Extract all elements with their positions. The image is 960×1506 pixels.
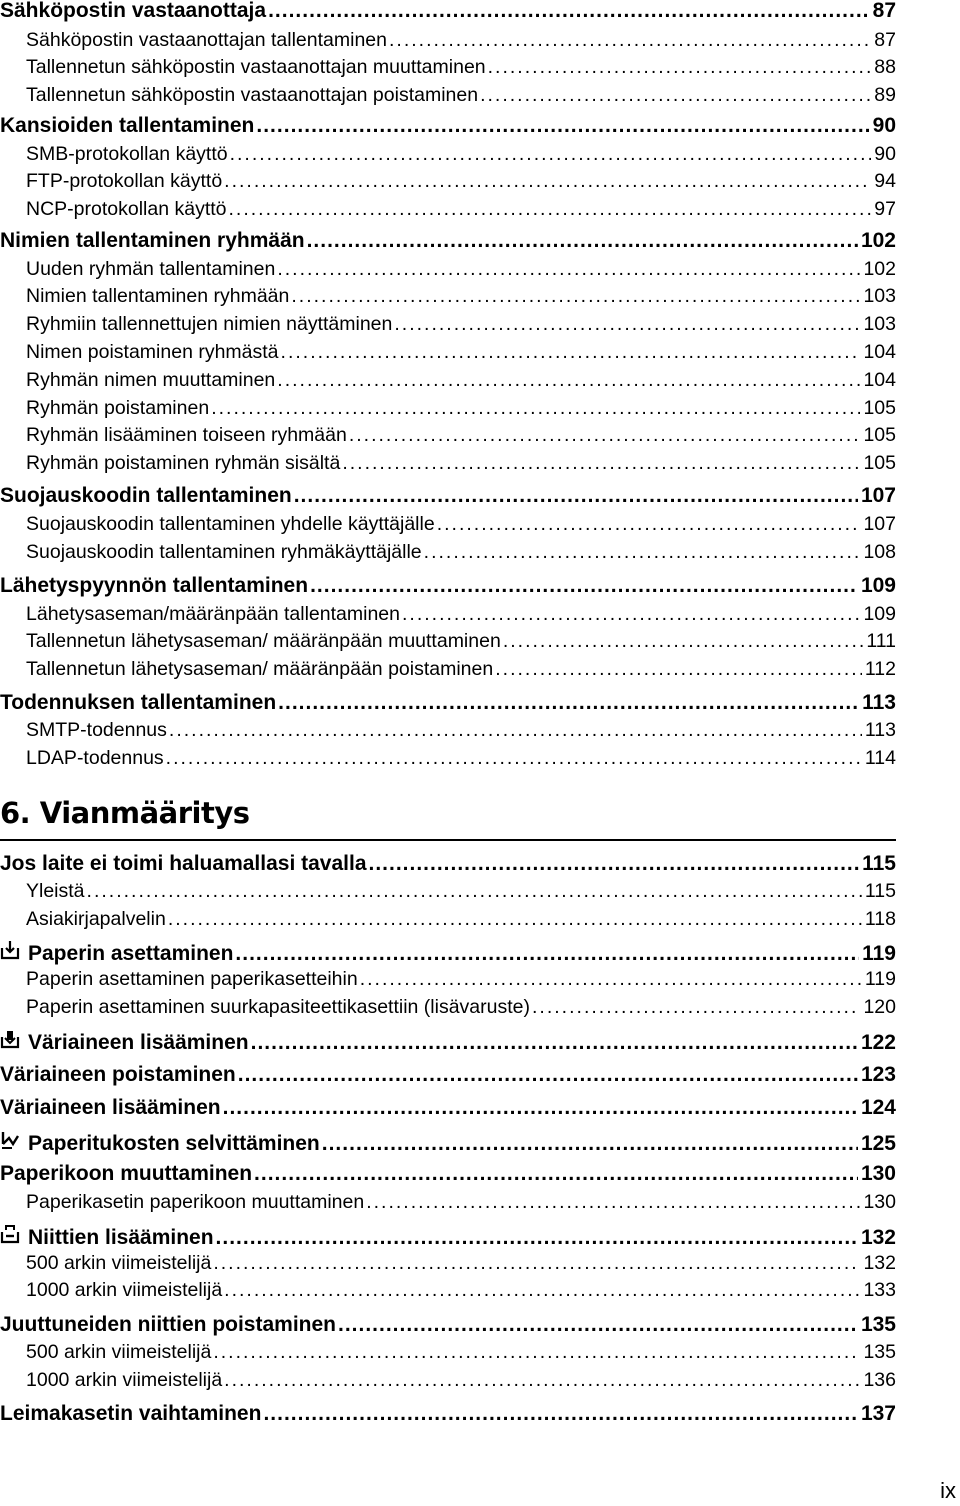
toc-entry-page-number: 90 (872, 114, 896, 137)
toc-entry-label: Paperin asettaminen paperikasetteihin (26, 968, 358, 990)
toc-entry-label: Tallennetun lähetysaseman/ määränpään muuttaminen (26, 630, 501, 652)
toc-entry-page-number: 124 (860, 1096, 896, 1119)
dot-leader (424, 543, 861, 563)
toc-entry-label: Yleistä (26, 880, 85, 902)
toc-subsection-entry (0, 454, 896, 474)
dot-leader (256, 115, 869, 136)
toc-subsection-entry (0, 998, 896, 1018)
dot-leader (291, 287, 860, 307)
toc-entry-label: Paperin asettaminen suurkapasiteettikasettiin (lisävaruste) (26, 996, 531, 1018)
toc-entry-label: Suojauskoodin tallentaminen yhdelle käyttäjälle (26, 513, 435, 535)
dot-leader (503, 632, 864, 652)
toc-entry-page-number: 103 (863, 285, 896, 307)
toc-section-entry (0, 1163, 896, 1184)
dot-leader (480, 86, 871, 106)
toc-entry-label: FTP-protokollan käyttö (26, 170, 223, 192)
toc-entry-page-number: 90 (874, 143, 896, 165)
toc-subsection-entry (0, 145, 896, 165)
dot-leader (216, 1227, 858, 1248)
toc-entry-page-number: 130 (863, 1191, 896, 1213)
toc-section-entry (0, 1029, 896, 1053)
toc-entry-page-number: 115 (862, 852, 896, 875)
toc-subsection-entry (0, 58, 896, 78)
toc-entry-label: Tallennetun sähköpostin vastaanottajan muuttaminen (26, 56, 486, 78)
dot-leader (224, 1371, 860, 1391)
toc-subsection-entry (0, 172, 896, 192)
dot-leader (213, 1254, 860, 1274)
toc-entry-label: SMB-protokollan käyttö (26, 143, 228, 165)
toc-entry-page-number: 113 (862, 691, 896, 714)
dot-leader (437, 515, 861, 535)
toc-entry-page-number: 109 (860, 574, 896, 597)
toc-entry-page-number: 107 (860, 484, 896, 507)
toc-entry-label: Sähköpostin vastaanottajan tallentaminen (26, 29, 387, 51)
toc-entry-page-number: 105 (863, 424, 896, 446)
toc-entry-label: Niittien lisääminen (28, 1226, 214, 1249)
toc-entry-label: Suojauskoodin tallentaminen (0, 484, 292, 507)
toc-entry-label: Sähköpostin vastaanottaja (0, 0, 267, 22)
toc-entry-page-number: 89 (874, 84, 896, 106)
chapter-divider (0, 839, 896, 841)
toc-entry-page-number: 113 (864, 719, 896, 741)
toc-section-entry (0, 1097, 896, 1118)
dot-leader (310, 575, 858, 596)
dot-leader (238, 1064, 858, 1085)
toc-entry-label: 1000 arkin viimeistelijä (26, 1369, 223, 1391)
toc-subsection-entry (0, 426, 896, 446)
toc-entry-page-number: 137 (860, 1402, 896, 1425)
toc-entry-page-number: 118 (864, 908, 896, 930)
page-number: ix (940, 1478, 956, 1503)
toc-subsection-entry (0, 86, 896, 106)
toc-section-entry (0, 1224, 896, 1248)
toc-subsection-entry (0, 399, 896, 419)
dot-leader (87, 882, 862, 902)
toc-entry-page-number: 102 (863, 258, 896, 280)
toc-entry-page-number: 108 (863, 541, 896, 563)
toc-entry-label: 500 arkin viimeistelijä (26, 1341, 212, 1363)
dot-leader (342, 454, 860, 474)
dot-leader (307, 230, 858, 251)
toc-entry-label: Nimien tallentaminen ryhmään (0, 229, 305, 252)
toc-entry-label: Väriaineen poistaminen (0, 1063, 236, 1086)
toc-entry-page-number: 104 (863, 341, 896, 363)
dot-leader (230, 145, 872, 165)
dot-leader (338, 1314, 858, 1335)
toc-subsection-entry (0, 343, 896, 363)
dot-leader (322, 1133, 858, 1154)
dot-leader (224, 172, 871, 192)
toc-entry-page-number: 112 (864, 658, 896, 680)
toc-subsection-entry (0, 31, 896, 51)
staple-icon (0, 1224, 20, 1244)
toc-subsection-entry (0, 1281, 896, 1301)
toc-entry-label: Nimen poistaminen ryhmästä (26, 341, 279, 363)
toc-subsection-entry (0, 315, 896, 335)
toc-entry-page-number: 97 (874, 198, 896, 220)
chapter-title: 6. Vianmääritys (0, 796, 250, 830)
toc-entry-label: Uuden ryhmän tallentaminen (26, 258, 276, 280)
toc-entry-label: SMTP-todennus (26, 719, 167, 741)
toc-entry-page-number: 109 (863, 603, 896, 625)
dot-leader (278, 692, 859, 713)
toc-entry-label: Kansioiden tallentaminen (0, 114, 255, 137)
toc-subsection-entry (0, 200, 896, 220)
toc-entry-label: Jos laite ei toimi haluamallasi tavalla (0, 852, 367, 875)
toc-entry-label: Lähetysaseman/määränpään tallentaminen (26, 603, 400, 625)
toc-entry-page-number: 105 (863, 452, 896, 474)
toc-entry-page-number: 120 (863, 996, 896, 1018)
toc-entry-page-number: 105 (863, 397, 896, 419)
toner-icon (0, 1029, 20, 1049)
toc-entry-page-number: 115 (864, 880, 896, 902)
toc-subsection-entry (0, 260, 896, 280)
toc-subsection-entry (0, 605, 896, 625)
toc-entry-label: Lähetyspyynnön tallentaminen (0, 574, 309, 597)
toc-subsection-entry (0, 970, 896, 990)
toc-entry-label: 500 arkin viimeistelijä (26, 1252, 212, 1274)
toc-section-entry (0, 1064, 896, 1085)
toc-subsection-entry (0, 721, 896, 741)
toc-section-entry (0, 1314, 896, 1335)
toc-entry-page-number: 119 (864, 968, 896, 990)
toc-entry-label: Suojauskoodin tallentaminen ryhmäkäyttäjälle (26, 541, 422, 563)
toc-entry-label: Väriaineen lisääminen (28, 1031, 249, 1054)
toc-entry-page-number: 130 (860, 1162, 896, 1185)
toc-entry-label: Ryhmän nimen muuttaminen (26, 369, 276, 391)
dot-leader (366, 1193, 860, 1213)
toc-entry-page-number: 87 (874, 29, 896, 51)
toc-subsection-entry (0, 515, 896, 535)
toc-entry-page-number: 133 (863, 1279, 896, 1301)
toc-section-entry (0, 230, 896, 251)
toc-entry-label: Paperin asettaminen (28, 942, 234, 965)
toc-entry-label: Tallennetun lähetysaseman/ määränpään poistaminen (26, 658, 494, 680)
dot-leader (168, 910, 862, 930)
dot-leader (402, 605, 860, 625)
toc-entry-page-number: 87 (872, 0, 896, 22)
dot-leader (224, 1281, 860, 1301)
toc-entry-page-number: 125 (860, 1132, 896, 1155)
toc-entry-page-number: 107 (863, 513, 896, 535)
dot-leader (235, 943, 859, 964)
toc-section-entry (0, 1403, 896, 1424)
toc-entry-page-number: 119 (862, 942, 896, 965)
dot-leader (169, 721, 862, 741)
toc-entry-label: 1000 arkin viimeistelijä (26, 1279, 223, 1301)
dot-leader (369, 853, 860, 874)
dot-leader (251, 1032, 858, 1053)
dot-leader (360, 970, 862, 990)
toc-entry-label: Nimien tallentaminen ryhmään (26, 285, 290, 307)
toc-entry-label: Väriaineen lisääminen (0, 1096, 221, 1119)
toc-entry-label: Paperikoon muuttaminen (0, 1162, 253, 1185)
dot-leader (229, 200, 872, 220)
dot-leader (166, 749, 862, 769)
toc-entry-label: Ryhmän poistaminen (26, 397, 210, 419)
toc-entry-label: Todennuksen tallentaminen (0, 691, 277, 714)
toc-subsection-entry (0, 287, 896, 307)
dot-leader (389, 31, 871, 51)
toc-subsection-entry (0, 1254, 896, 1274)
toc-entry-page-number: 114 (864, 747, 896, 769)
toc-subsection-entry (0, 543, 896, 563)
dot-leader (268, 0, 870, 21)
toc-entry-label: Tallennetun sähköpostin vastaanottajan poistaminen (26, 84, 479, 106)
dot-leader (394, 315, 860, 335)
toc-section-entry (0, 853, 896, 874)
toc-entry-page-number: 132 (863, 1252, 896, 1274)
toc-entry-label: NCP-protokollan käyttö (26, 198, 227, 220)
dot-leader (349, 426, 861, 446)
dot-leader (488, 58, 872, 78)
toc-entry-label: Ryhmiin tallennettujen nimien näyttäminen (26, 313, 393, 335)
toc-entry-page-number: 102 (860, 229, 896, 252)
toc-entry-page-number: 104 (863, 369, 896, 391)
toc-section-entry (0, 1130, 896, 1154)
toc-entry-page-number: 136 (863, 1369, 896, 1391)
toc-subsection-entry (0, 632, 896, 652)
paper-jam-icon (0, 1130, 20, 1150)
dot-leader (277, 260, 860, 280)
paper-load-icon (0, 940, 20, 960)
dot-leader (213, 1343, 860, 1363)
toc-section-entry (0, 940, 896, 964)
dot-leader (223, 1097, 858, 1118)
toc-entry-page-number: 122 (860, 1031, 896, 1054)
toc-entry-label: Paperitukosten selvittäminen (28, 1132, 320, 1155)
dot-leader (211, 399, 860, 419)
toc-subsection-entry (0, 1193, 896, 1213)
toc-subsection-entry (0, 910, 896, 930)
toc-entry-label: Asiakirjapalvelin (26, 908, 166, 930)
toc-section-entry (0, 692, 896, 713)
dot-leader (263, 1403, 858, 1424)
toc-entry-page-number: 111 (866, 630, 896, 652)
dot-leader (254, 1163, 858, 1184)
toc-entry-page-number: 88 (874, 56, 896, 78)
toc-entry-label: Paperikasetin paperikoon muuttaminen (26, 1191, 365, 1213)
dot-leader (532, 998, 860, 1018)
toc-subsection-entry (0, 660, 896, 680)
toc-entry-page-number: 123 (860, 1063, 896, 1086)
dot-leader (281, 343, 861, 363)
toc-subsection-entry (0, 749, 896, 769)
dot-leader (277, 371, 860, 391)
dot-leader (495, 660, 862, 680)
toc-entry-label: Ryhmän lisääminen toiseen ryhmään (26, 424, 347, 446)
dot-leader (294, 485, 858, 506)
toc-entry-label: LDAP-todennus (26, 747, 164, 769)
toc-subsection-entry (0, 1343, 896, 1363)
toc-section-entry (0, 0, 896, 21)
toc-entry-page-number: 94 (874, 170, 896, 192)
toc-entry-label: Leimakasetin vaihtaminen (0, 1402, 262, 1425)
toc-subsection-entry (0, 882, 896, 902)
toc-subsection-entry (0, 1371, 896, 1391)
toc-entry-page-number: 103 (863, 313, 896, 335)
toc-section-entry (0, 115, 896, 136)
toc-section-entry (0, 575, 896, 596)
toc-entry-page-number: 132 (860, 1226, 896, 1249)
toc-entry-label: Juuttuneiden niittien poistaminen (0, 1313, 336, 1336)
toc-entry-page-number: 135 (860, 1313, 896, 1336)
toc-entry-label: Ryhmän poistaminen ryhmän sisältä (26, 452, 341, 474)
toc-subsection-entry (0, 371, 896, 391)
toc-entry-page-number: 135 (863, 1341, 896, 1363)
toc-section-entry (0, 485, 896, 506)
